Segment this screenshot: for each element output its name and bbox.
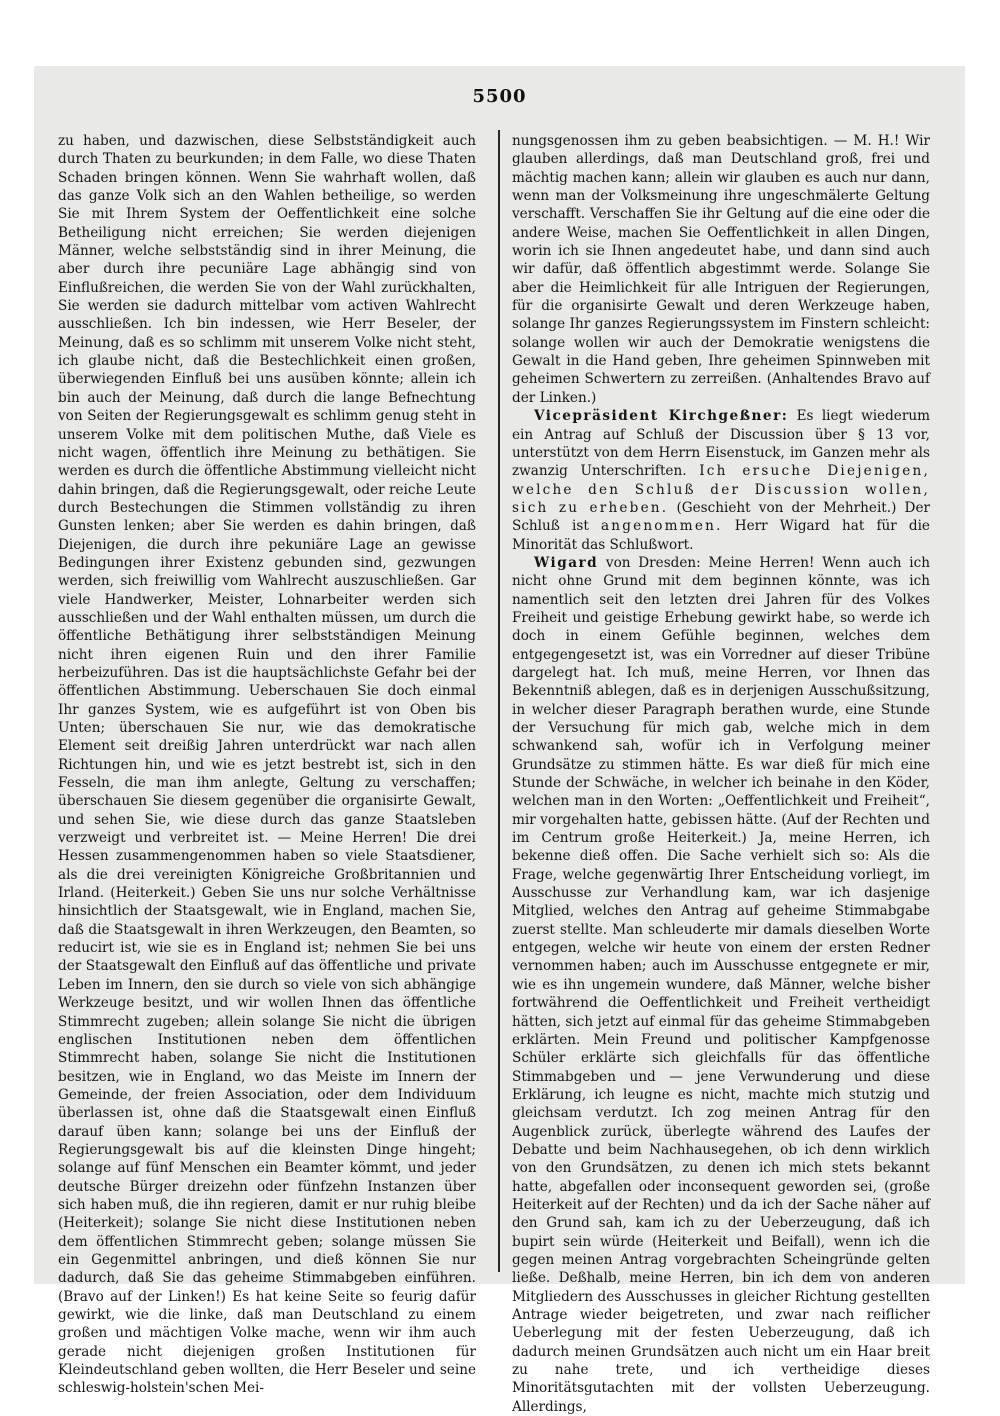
left-column — [58, 132, 476, 1397]
page-number: 5500 — [472, 86, 527, 107]
speech-text: Es liegt wiederum ein Antrag auf Schluß der Discussion über § 13 vor, unterstützt von dem Herrn Eisenstuck, im Ganzen mehr als zwanzig Unterschriften. — [512, 408, 930, 480]
speech-text: Herr Wigard hat für die Minorität das Schlußwort. — [512, 518, 930, 553]
speech-text: von Dresden: Meine Herren! Wenn auch ich nicht ohne Grund mit dem beginnen könnte, was ich namentlich seit den letzten drei Jahren für des Volkes Freiheit und geistige Erhebung gewirkt habe, so werde ich doch in einem Gefühle beginnen, welches dem entgegengesetzt ist, was ein Vorredner auf dieser Tribüne dargelegt hat. Ich muß, meine Herren, vor Ihnen das Bekenntniß ablegen, daß es in derjenigen Ausschußsitzung, in welcher dieser Paragraph berathen wurde, eine Stunde der Versuchung für mich gab, welche mich in dem schwankend sah, wofür ich in Verfolgung meiner Grundsätze zu stimmen hätte. Es war dieß für mich eine Stunde der Schwäche, in welcher ich beinahe in den Köder, welchen man in den Worten: „Oeffentlichkeit und Freiheit“, mir vorgehalten hatte, gebissen hätte. (Auf der Rechten und im Centrum große Heiterkeit.) Ja, meine Herren, ich bekenne dieß offen. Die Sache verhielt sich so: Als die Frage, welche gegenwärtig Ihrer Entscheidung vorliegt, im Ausschusse zur Verhandlung kam, war ich dasjenige Mitglied, welches den Antrag auf geheime Stimmabgabe zuerst stellte. Man schleuderte mir damals dieselben Worte entgegen, welche wir heute von einem der ersten Redner vernommen haben; auch im Ausschusse entgegnete er mir, wie es ihn ungemein wundere, daß Männer, welche bisher fortwährend die Oeffentlichkeit und Freiheit vertheidigt hätten, sich jetzt auf einmal für das geheime Stimmabgeben erklärten. Mein Freund und politischer Kampfgenosse Schüler erklärte sich gleichfalls für das öffentliche Stimmabgeben und — jene Verwunderung und diese Erklärung, ich leugne es nicht, machte mich stutzig und gleichsam verdutzt. Ich zog meinen Antrag für den Augenblick zurück, überlegte während des Laufes der Debatte und beim Nachhausegehen, ob ich denn wirklich von den Grundsätzen, zu denen ich mich stets bekannt hatte, abgefallen oder inconsequent geworden sei, (große Heiterkeit auf der Rechten) und da ich der Sache näher auf den Grund sah, kam ich zu der Ueberzeugung, daß ich bupirt sein würde (Heiterkeit und Beifall), wenn ich die gegen meinen Antrag vorgebrachten Scheingründe gelten ließe. Deßhalb, meine Herren, bin ich dem von anderen Mitgliedern des Ausschusses in gleicher Richtung gestellten Antrage wieder beigetreten, und zwar nach reiflicher Ueberlegung mit der festen Ueberzeugung, daß ich dadurch meinen Grundsätzen auch nicht um ein Haar breit zu nahe trete, und ich vertheidige dieses Minoritätsgutachten mit der vollsten Ueberzeugung. Allerdings, — [512, 554, 930, 1415]
right-column — [512, 132, 930, 1415]
column-divider — [498, 130, 500, 1272]
speaker-name: Vicepräsident Kirchgeßner: — [534, 408, 789, 425]
paragraph-vicepresident — [512, 407, 930, 554]
paragraph: zu haben, und dazwischen, diese Selbstständigkeit auch durch Thaten zu beurkunden; in dem Falle, wo diese Thaten Schaden bringen können. Wenn Sie wahrhaft wollen, daß das ganze Volk sich an den Wahlen betheilige, so werden Sie mit Ihrem System der Oeffentlichkeit eine solche Betheiligung nicht erreichen; Sie werden diejenigen Männer, welche selbstständig sind in ihrer Meinung, die aber durch ihre pecuniäre Lage abhängig sind von Einflußreichen, die werden Sie von der Wahl zurückhalten, Sie werden sie dadurch mittelbar vom activen Wahlrecht ausschließen. Ich bin indessen, wie Herr Beseler, der Meinung, daß es so schlimm mit unserem Volke nicht steht, ich glaube nicht, daß die Bestechlichkeit einen großen, überwiegenden Einfluß bei uns ausüben könnte; allein ich bin auch der Meinung, daß durch die lange Befnechtung von Seiten der Regierungsgewalt es schlimm genug steht in unserem Volke mit dem politischen Muthe, daß Viele es nicht wagen, öffentlich ihre Meinung zu bethätigen. Sie werden es durch die öffentliche Abstimmung vielleicht nicht dahin bringen, daß die Regierungsgewalt, oder reiche Leute durch Bestechungen die Stimmen vollständig zu ihren Gunsten lenken; aber Sie werden es dahin bringen, daß Diejenigen, die durch ihre pekuniäre Lage an gewisse Bedingungen ihrer Existenz gebunden sind, gezwungen werden, sich freiwillig vom Wahlrecht auszuschließen. Gar viele Handwerker, Meister, Lohnarbeiter werden sich ausschließen und der Wahl enthalten müssen, um durch die öffentliche Bethätigung ihrer selbstständigen Meinung nicht ihren eigenen Ruin und den ihrer Familie herbeizuführen. Das ist die hauptsächlichste Gefahr bei der öffentlichen Abstimmung. Ueberschauen Sie doch einmal Ihr ganzes System, wie es aufgeführt ist von Oben bis Unten; überschauen Sie nur, wie das demokratische Element seit dreißig Jahren unterdrückt war nach allen Richtungen hin, und wie es jetzt bestrebt ist, sich in den Fesseln, die man ihm anlegte, Geltung zu verschaffen; überschauen Sie diesem gegenüber die organisirte Gewalt, und sehen Sie, wie diese durch das ganze Staatsleben verzweigt und verbreitet ist. — Meine Herren! Die drei Hessen zusammengenommen haben so viele Staatsdiener, als die drei vereinigten Königreiche Großbritannien und Irland. (Heiterkeit.) Geben Sie uns nur solche Verhältnisse hinsichtlich der Staatsgewalt, wie in England, machen Sie, daß die Staatsgewalt in ihren Werkzeugen, den Beamten, so reducirt ist, wie sie es in England ist; nehmen Sie bei uns der Staatsgewalt den Einfluß auf das öffentliche und private Leben im Innern, den sie durch so viele von sich abhängige Werkzeuge besitzt, und wir wollen Ihnen das öffentliche Stimmrecht zugeben; allein solange Sie nicht die übrigen englischen Institutionen neben dem öffentlichen Stimmrecht haben, solange Sie nicht die Institutionen besitzen, wie in England, wo das Meiste im Innern der Gemeinde, der freien Association, oder dem Individuum überlassen ist, ohne daß die Staatsgewalt einen Einfluß darauf üben kann; solange bei uns der Einfluß der Regierungsgewalt bis auf die kleinsten Dinge hingeht; solange auf fünf Menschen ein Beamter kömmt, und jeder deutsche Bürger dreizehn oder fünfzehn Instanzen über sich haben muß, die ihn regieren, damit er nur ruhig bleibe (Heiterkeit); solange Sie nicht diese Institutionen neben dem öffentlichen Stimmrecht geben; solange müssen Sie ein Gegenmittel anbringen, und dieß können Sie nur dadurch, daß Sie das geheime Stimmabgeben einführen. (Bravo auf der Linken!) Es hat keine Seite so feurig dafür gewirkt, wie die linke, daß man Deutschland zu einem großen und mächtigen Volke mache, wenn wir ihm auch gerade nicht diejenigen großen Institutionen für Kleindeutschland geben wollten, die Herr Beseler und seine schleswig-holstein'schen Mei- — [58, 133, 476, 1397]
speaker-name: Wigard — [534, 554, 599, 571]
speech-text: (Geschieht von der Mehrheit.) Der Schluß ist — [512, 499, 930, 535]
paragraph: nungsgenossen ihm zu geben beabsichtigen. — M. H.! Wir glauben allerdings, daß man Deutschland groß, frei und mächtig machen kann; allein wir glauben es auch nur dann, wenn man der Volksmeinung ihre ungeschmälerte Geltung verschafft. Verschaffen Sie ihr Geltung auf die eine oder die andere Weise, machen Sie Oeffentlichkeit in allen Dingen, worin ich sie Ihnen angedeutet habe, und dann sind auch wir dafür, daß öffentlich abgestimmt werde. Solange Sie aber die Heimlichkeit für alle Intriguen der Regierungen, für die organisirte Gewalt und deren Werkzeuge haben, solange Ihr ganzes Regierungssystem im Finstern schleicht: solange wollen wir auch der Demokratie wenigstens die Gewalt in die Hand geben, Ihre geheimen Spinnweben mit geheimen Schwertern zu zerreißen. (Anhaltendes Bravo auf der Linken.) — [512, 133, 930, 406]
speech-text-spaced: angenommen. — [600, 518, 723, 535]
scanned-page — [34, 66, 965, 1415]
speech-text-spaced: Ich ersuche Diejenigen, welche den Schluß der Discussion wollen, sich zu erheben. — [512, 463, 930, 516]
paragraph-wigard — [512, 554, 930, 1416]
